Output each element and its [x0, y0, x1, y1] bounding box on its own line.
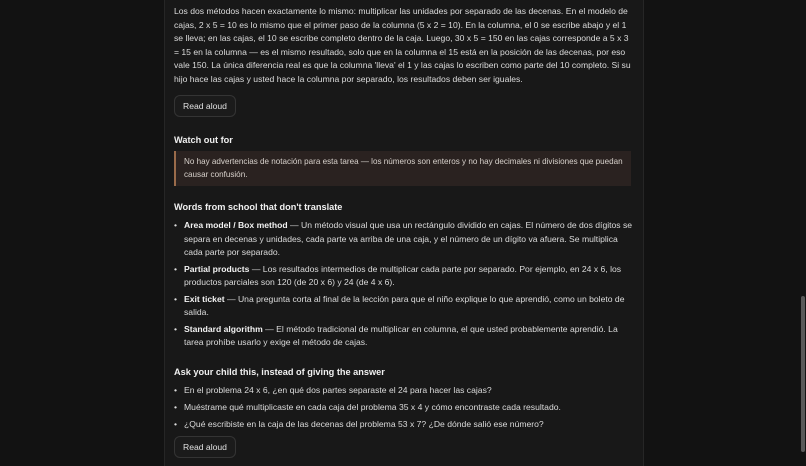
scrollbar-thumb[interactable]: [801, 296, 805, 452]
list-item: [174, 219, 634, 260]
watch-out-text: No hay advertencias de notación para esta tarea — los números son enteros y no hay decimales ni divisiones que puedan causar confusión.: [184, 157, 623, 179]
list-item: [174, 384, 634, 398]
words-list: [174, 219, 634, 350]
bullet: •: [174, 402, 178, 412]
watch-out-heading: Watch out for: [174, 135, 233, 145]
scrollbar-track[interactable]: [800, 0, 806, 452]
read-aloud-button[interactable]: Read aloud: [174, 95, 236, 117]
term: Area model / Box method: [184, 220, 288, 230]
bullet: •: [174, 263, 178, 274]
term: Exit ticket: [184, 293, 225, 304]
definition: — Una pregunta corta al final de la lección para que el niño explique lo que aprendió, como un boleto de salida.: [184, 293, 625, 317]
definition: — Un método visual que usa un rectángulo dividido en cajas. El número de dos dígitos se separa en decenas y unidades, cada parte va arriba de una caja, y el número de un dígito va afuera. Se multiplica cada parte por separado.: [184, 220, 633, 257]
term: Partial products: [184, 263, 250, 274]
ask-list: [174, 384, 634, 432]
definition: — Los resultados intermedios de multiplicar cada parte por separado. Por ejemplo, en 24 x 6, los productos parciales son 120 (de 20 x 6) y 24 (de 4 x 6).: [184, 263, 622, 287]
definition: — El método tradicional de multiplicar en columna, el que usted probablemente aprendió. La tarea prohíbe usarlo y exige el método de cajas.: [184, 323, 618, 347]
list-item: [174, 401, 634, 415]
question: ¿Qué escribiste en la caja de las decenas del problema 53 x 7? ¿De dónde salió ese número?: [184, 419, 544, 429]
term: Standard algorithm: [184, 323, 263, 334]
bullet: •: [174, 293, 178, 304]
question: Muéstrame qué multiplicaste en cada caja del problema 35 x 4 y cómo encontraste cada resultado.: [184, 402, 561, 412]
list-item: [174, 418, 634, 432]
bullet: •: [174, 323, 178, 334]
read-aloud-button-2[interactable]: Read aloud: [174, 436, 236, 458]
ask-heading: Ask your child this, instead of giving the answer: [174, 367, 385, 377]
words-heading: Words from school that don't translate: [174, 202, 343, 212]
list-item: [174, 293, 634, 320]
bullet: •: [174, 419, 178, 429]
list-item: [174, 263, 634, 290]
explanation-paragraph: Los dos métodos hacen exactamente lo mismo: multiplicar las unidades por separado de las decenas. En el modelo de cajas, 2 x 5 = 10 es lo mismo que el primer paso de la columna (5 x 2 = 10). En la columna, el 0 se escribe abajo y el 1 se lleva; en las cajas, el 10 se escribe completo dentro de la caja. Luego, 30 x 5 = 150 en las cajas corresponde a 5 x 3 = 15 en la columna — es el mismo resultado, solo que en la columna el 15 está en la posición de las decenas, por eso vale 150. La única diferencia real es que la columna 'lleva' el 1 y las cajas lo escriben como parte del 10 completo. Si su hijo hace las cajas y usted hace la columna por separado, los resultados deben ser iguales.: [174, 6, 631, 84]
question: En el problema 24 x 6, ¿en qué dos partes separaste el 24 para hacer las cajas?: [184, 385, 492, 395]
bullet: •: [174, 220, 178, 230]
watch-out-callout: [174, 151, 631, 186]
bullet: •: [174, 385, 178, 395]
list-item: [174, 323, 634, 350]
